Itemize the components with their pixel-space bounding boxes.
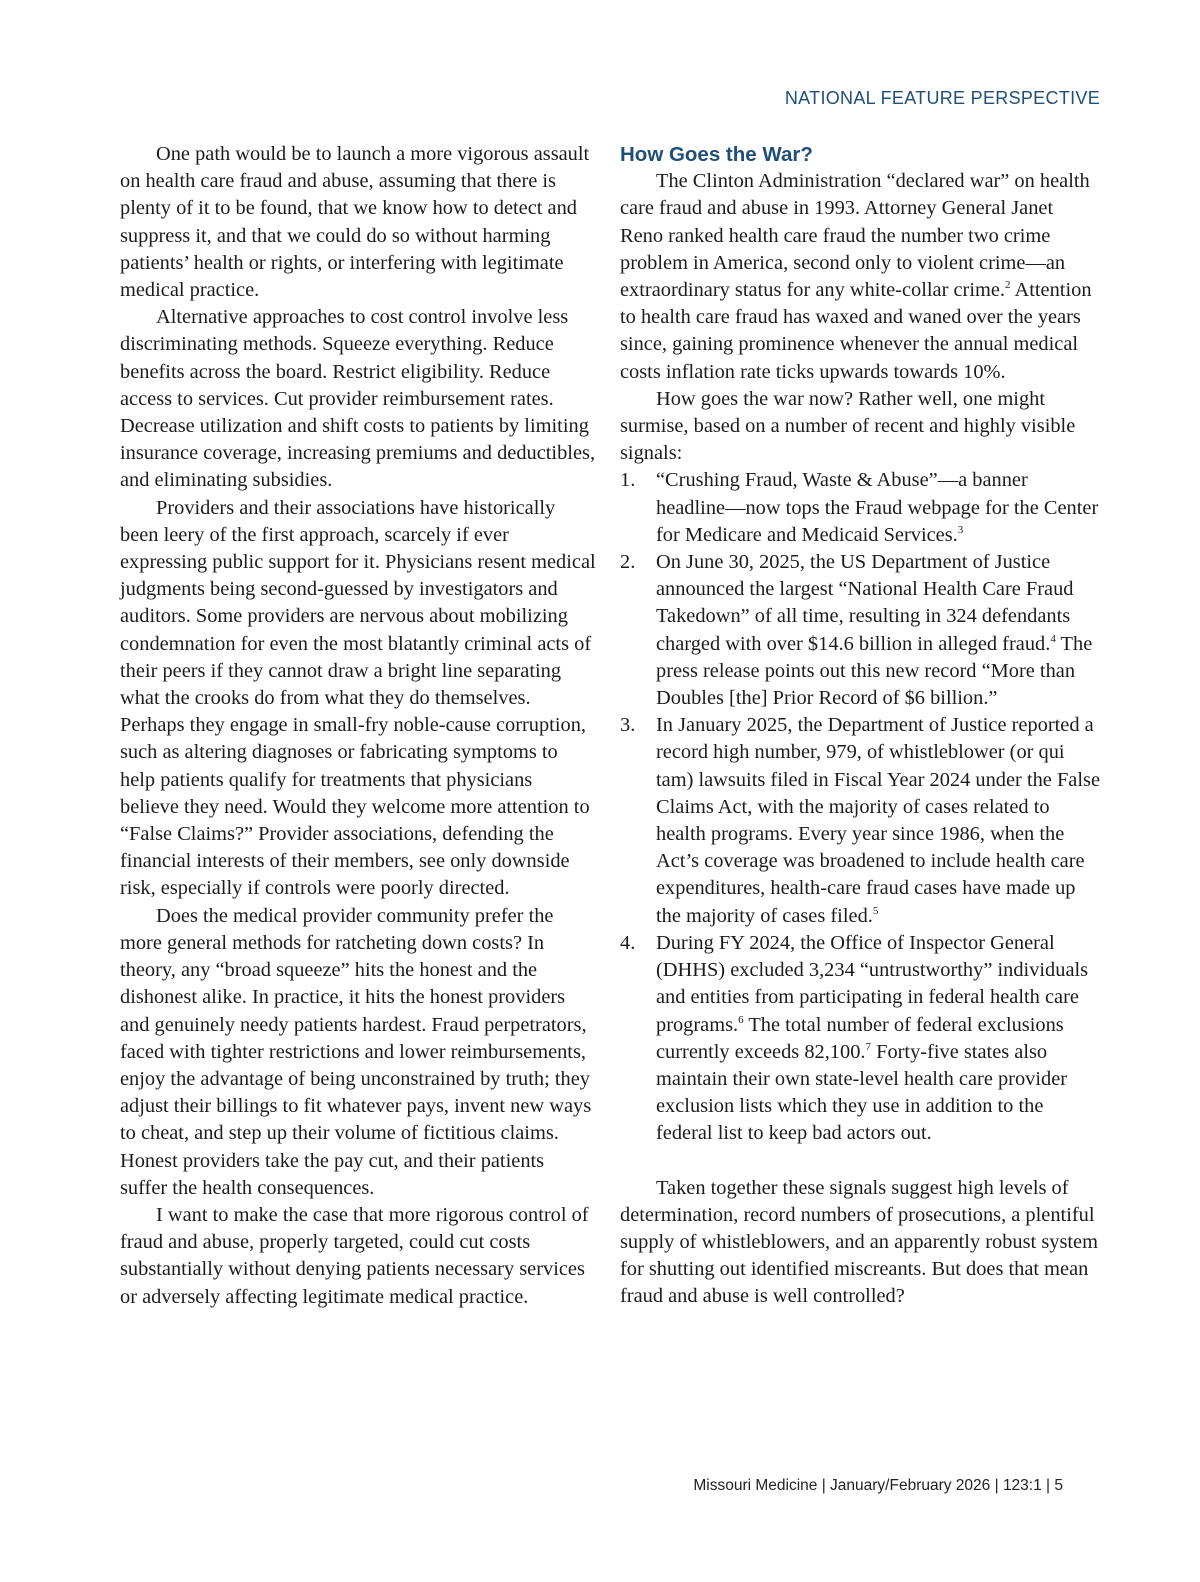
page-number: 5 [1054, 1477, 1063, 1494]
footnote-marker: 4 [1050, 632, 1056, 645]
body-paragraph: Alternative approaches to cost control involve less discriminating methods. Squeeze everything. Reduce benefits across the board. Restrict eligibility. Reduce access to services. Cut provider reimbursement rates. Decrease utilization and shift costs to patients by limiting insurance coverage, increasing premiums and deductibles, and eliminating subsidies. [120, 306, 596, 492]
intro-paragraph: How goes the war now? Rather well, one might surmise, based on a number of recent and highly visible signals: [620, 387, 1076, 465]
list-item-text: “Crushing Fraud, Waste & Abuse”—a banner headline—now tops the Fraud webpage for the Center for Medicare and Medicaid Services. [656, 469, 1099, 546]
right-column [620, 141, 1100, 1311]
footnote-marker: 3 [957, 523, 964, 536]
list-item-text-continued: Forty-five states also maintain their own state-level health care provider exclusion lists which they use in addition to the federal list to keep bad actors out. [656, 1040, 1068, 1145]
body-paragraph: One path would be to launch a more vigorous assault on health care fraud and abuse, assuming that there is plenty of it to be found, that we know how to detect and suppress it, and that we could do so without harming patients’ health or rights, or interfering with legitimate medical practice. [120, 143, 590, 302]
issue-date: January/February 2026 [830, 1477, 991, 1494]
footnote-marker: 5 [872, 904, 879, 917]
journal-name: Missouri Medicine [693, 1477, 818, 1494]
left-column [120, 141, 596, 1311]
intro-text-continued: Attention to health care fraud has waxed and waned over the years since, gaining prominence whenever the annual medical costs inflation rate ticks upwards towards 10%. [620, 279, 1092, 383]
list-item-text: On June 30, 2025, the US Department of Justice announced the largest “National Health Care Fraud Takedown” of all time, resulting in 324 defendants charged with over $14.6 billion in alleged fraud. [656, 551, 1074, 655]
page-footer: Missouri Medicine | January/February 2026 | 123:1 | 5 [693, 1477, 1063, 1494]
body-paragraph: Does the medical provider community prefer the more general methods for ratcheting down costs? In theory, any “broad squeeze” hits the honest and the dishonest alike. In practice, it hits the honest providers and genuinely needy patients hardest. Fraud perpetrators, faced with tighter restrictions and lower reimbursements, enjoy the advantage of being unconstrained by truth; they adjust their billings to fit whatever pays, invent new ways to cheat, and step up their volume of fictitious claims. Honest providers take the pay cut, and their patients suffer the health consequences. [120, 904, 592, 1199]
list-number: 3. [620, 714, 636, 737]
list-item [620, 549, 1100, 712]
footnote-marker: 6 [738, 1013, 744, 1026]
footnote-marker: 7 [865, 1040, 871, 1053]
signals-list [620, 467, 1100, 1147]
list-item [620, 930, 1100, 1148]
list-number: 4. [620, 931, 636, 954]
section-title: How Goes the War? [620, 143, 813, 166]
list-item [620, 467, 1100, 549]
body-paragraph: Providers and their associations have historically been leery of the first approach, scarcely if ever expressing public support for it. Physicians resent medical judgments being second-guessed by investigators and auditors. Some providers are nervous about mobilizing condemnation for even the most blatantly criminal acts of their peers if they cannot draw a bright line separating what the crooks do from what they do themselves. Perhaps they engage in small-fry noble-cause corruption, such as altering diagnoses or fabricating symptoms to help patients qualify for treatments that physicians believe they need. Would they welcome more attention to “False Claims?” Provider associations, defending the financial interests of their members, see only downside risk, especially if controls were poorly directed. [120, 496, 596, 900]
list-item [620, 712, 1100, 930]
conclusion-paragraph: Taken together these signals suggest high levels of determination, record numbers of prosecutions, a plentiful supply of whistleblowers, and an apparently robust system for shutting out identified miscreants. But does that mean fraud and abuse is well controlled? [620, 1176, 1098, 1308]
intro-text: The Clinton Administration “declared war” on health care fraud and abuse in 1993. Attorney General Janet Reno ranked health care fraud the number two crime problem in America, second only to violent crime—an extraordinary status for any white-collar crime. [620, 170, 1090, 302]
list-item-text-continued: The total number of federal exclusions currently exceeds 82,100. [656, 1013, 1064, 1063]
list-item-text-continued: The press release points out this new record “More than Doubles [the] Prior Record of $6 billion.” [656, 632, 1093, 710]
list-item-text: During FY 2024, the Office of Inspector General (DHHS) excluded 3,234 “untrustworthy” individuals and entities from participating in federal health care programs. [656, 931, 1089, 1036]
footnote-marker: 2 [1005, 279, 1011, 292]
spacer [620, 1148, 1100, 1175]
list-number: 2. [620, 551, 636, 574]
list-item-text: In January 2025, the Department of Justice reported a record high number, 979, of whistleblower (or qui tam) lawsuits filed in Fiscal Year 2024 under the False Claims Act, with the majority of cases related to health programs. Every year since 1986, when the Act’s coverage was broadened to include health care expenditures, health-care fraud cases have made up the majority of cases filed. [656, 714, 1100, 927]
list-number: 1. [620, 469, 636, 492]
section-header: NATIONAL FEATURE PERSPECTIVE [784, 88, 1100, 108]
intro-paragraph [620, 168, 1100, 386]
volume-number: 123:1 [1002, 1477, 1042, 1494]
body-paragraph: I want to make the case that more rigorous control of fraud and abuse, properly targeted, could cut costs substantially without denying patients necessary services or adversely affecting legitimate medical practice. [120, 1203, 589, 1308]
